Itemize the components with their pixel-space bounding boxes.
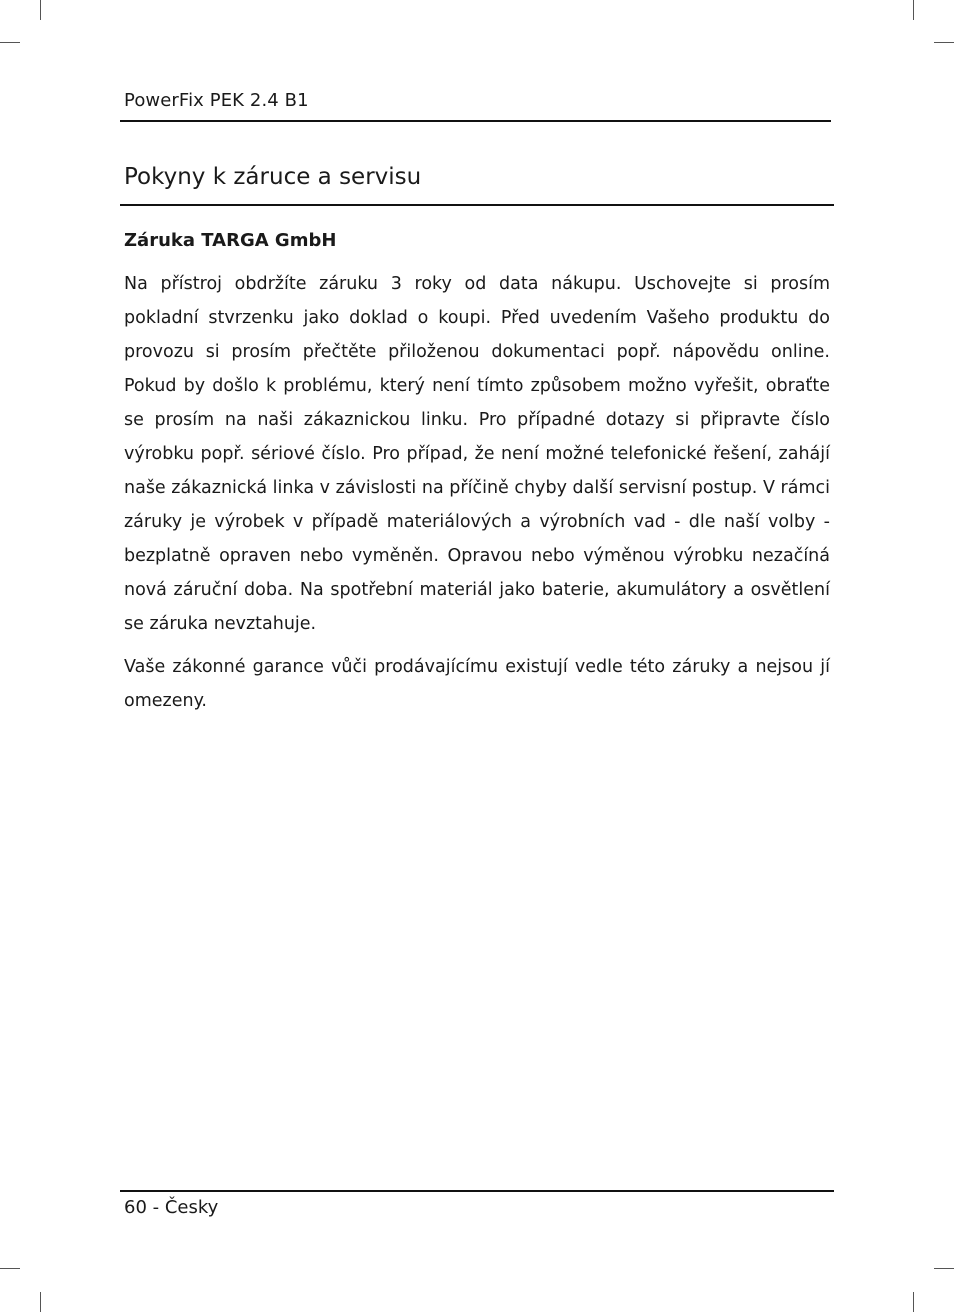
crop-mark-top-right bbox=[913, 0, 914, 20]
section-title-rule bbox=[120, 204, 834, 206]
warranty-paragraph: Na přístroj obdržíte záruku 3 roky od data nákupu. Uschovejte si prosím pokladní stvrzenku jako doklad o koupi. Před uvedením Vašeho produktu do provozu si prosím přečtěte přiloženou dokumentaci popř. nápovědu online. Pokud by došlo k problému, který není tímto způsobem možno vyřešit, obraťte se prosím na naši zákaznickou linku. Pro případné dotazy si připravte číslo výrobku popř. sériové číslo. Pro případ, že není možné telefonické řešení, zahájí naše zákaznická linka v závislosti na příčině chyby další servisní postup. V rámci záruky je výrobek v případě materiálových a výrobních vad - dle naší volby - bezplatně opraven nebo vyměněn. Opravou nebo výměnou výrobku nezačíná nová záruční doba. Na spotřební materiál jako baterie, akumulátory a osvětlení se záruka nevztahuje. bbox=[124, 274, 830, 634]
crop-mark-bottom-left bbox=[40, 1292, 41, 1312]
crop-mark-top-left bbox=[40, 0, 41, 20]
legal-guarantee-paragraph: Vaše zákonné garance vůči prodávajícímu existují vedle této záruky a nejsou jí omezeny. bbox=[124, 657, 830, 711]
crop-mark-right-bottom bbox=[934, 1268, 954, 1269]
footer-rule bbox=[120, 1190, 834, 1192]
running-header: PowerFix PEK 2.4 B1 bbox=[124, 90, 309, 111]
crop-mark-left-bottom bbox=[0, 1268, 20, 1269]
crop-mark-left-top bbox=[0, 42, 20, 43]
subheading: Záruka TARGA GmbH bbox=[124, 230, 337, 251]
crop-mark-bottom-right bbox=[913, 1292, 914, 1312]
header-rule bbox=[120, 120, 831, 122]
crop-mark-right-top bbox=[934, 42, 954, 43]
page-footer: 60 - Česky bbox=[124, 1197, 219, 1218]
section-title: Pokyny k záruce a servisu bbox=[124, 164, 422, 190]
